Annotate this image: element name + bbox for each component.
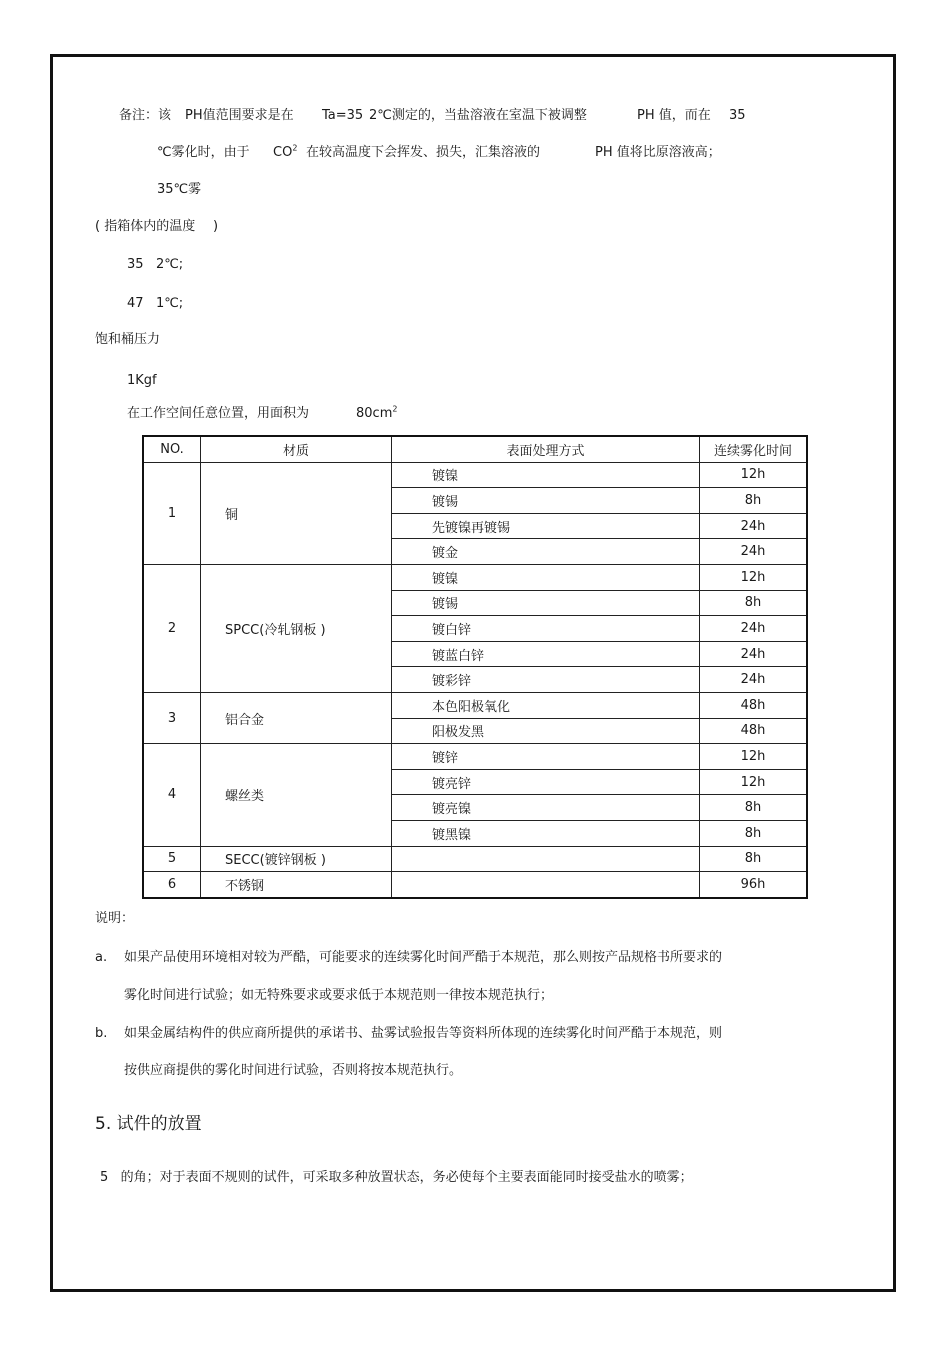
cell-time: 8h: [700, 846, 808, 872]
cell-treatment: 本色阳极氧化: [392, 692, 700, 718]
cell-material: SECC(镀锌钢板 ): [201, 846, 392, 872]
cell-time: 12h: [700, 564, 808, 590]
cell-no: 4: [143, 744, 201, 846]
cell-treatment: 镀亮镍: [392, 795, 700, 821]
table-row: [143, 744, 807, 770]
cell-no: 6: [143, 872, 201, 898]
cell-treatment: 镀黑镍: [392, 820, 700, 846]
header-time: 连续雾化时间: [700, 436, 808, 462]
table-row: [143, 564, 807, 590]
area-value: $80cm^2$: [356, 404, 398, 421]
cell-material: 不锈钢: [201, 872, 392, 898]
cell-time: 48h: [700, 692, 808, 718]
cell-no: 3: [143, 692, 201, 743]
cell-material: 螺丝类: [201, 744, 392, 846]
cell-treatment: 镀亮锌: [392, 769, 700, 795]
table-row: [143, 846, 807, 872]
cell-material: 铝合金: [201, 692, 392, 743]
bucket-pressure-label: 饱和桶压力: [95, 332, 161, 347]
list-marker: b.: [95, 1026, 108, 1041]
cell-material: 铜: [201, 462, 392, 564]
cell-time: 96h: [700, 872, 808, 898]
cell-treatment: 先镀镍再镀锡: [392, 513, 700, 539]
pressure-value: 1Kgf: [127, 373, 157, 388]
note-text: 在较高温度下会挥发、损失，汇集溶液的: [306, 145, 541, 160]
cell-time: 24h: [700, 539, 808, 565]
cell-time: 12h: [700, 744, 808, 770]
note-text: 2℃测定的，当盐溶液在室温下被调整: [369, 108, 587, 123]
box-temp-label: ( 指箱体内的温度: [95, 219, 196, 234]
note-text: 35: [729, 108, 746, 123]
cell-time: 8h: [700, 820, 808, 846]
area-text: 在工作空间任意位置，用面积为: [127, 406, 310, 421]
cell-treatment: 镀白锌: [392, 616, 700, 642]
explanation-item-a: 雾化时间进行试验；如无特殊要求或要求低于本规范则一律按本规范执行；: [124, 988, 554, 1003]
cell-treatment: 镀蓝白锌: [392, 641, 700, 667]
cell-time: 8h: [700, 795, 808, 821]
cell-treatment: 镀锌: [392, 744, 700, 770]
explanation-item-b: 按供应商提供的雾化时间进行试验，否则将按本规范执行。: [124, 1063, 463, 1078]
cell-time: 24h: [700, 667, 808, 693]
section-text: 5 的角；对于表面不规则的试件，可采取多种放置状态，务必使每个主要表面能同时接受盐水的喷雾；: [100, 1170, 693, 1185]
explanation-label: 说明：: [95, 911, 135, 926]
cell-treatment: [392, 846, 700, 872]
note-text: PH 值，而在: [637, 108, 711, 123]
cell-no: 2: [143, 564, 201, 692]
note-text: PH 值将比原溶液高；: [595, 145, 721, 160]
explanation-item-a: 如果产品使用环境相对较为严酷，可能要求的连续雾化时间严酷于本规范，那么则按产品规格书所要求的: [124, 950, 723, 965]
cell-time: 8h: [700, 488, 808, 514]
list-marker: a.: [95, 950, 108, 965]
note-text: 35℃雾: [157, 182, 202, 197]
note-text: $CO^2$: [273, 143, 298, 160]
cell-treatment: 镀镍: [392, 462, 700, 488]
cell-treatment: 镀锡: [392, 590, 700, 616]
table-row: [143, 462, 807, 488]
header-no: NO.: [143, 436, 201, 462]
cell-treatment: 镀镍: [392, 564, 700, 590]
table-row: [143, 692, 807, 718]
cell-time: 48h: [700, 718, 808, 744]
cell-time: 12h: [700, 769, 808, 795]
note-text: PH值范围要求是在: [185, 108, 294, 123]
cell-treatment: 镀彩锌: [392, 667, 700, 693]
table-row: [143, 872, 807, 898]
cell-treatment: 阳极发黑: [392, 718, 700, 744]
temperature-value: 35 2℃;: [127, 257, 184, 272]
explanation-item-b: 如果金属结构件的供应商所提供的承诺书、盐雾试验报告等资料所体现的连续雾化时间严酷于本规范，则: [124, 1026, 723, 1041]
temperature-value: 47 1℃;: [127, 296, 184, 311]
header-material: 材质: [201, 436, 392, 462]
cell-time: 12h: [700, 462, 808, 488]
note-text: 备注：该: [119, 108, 172, 123]
table-header-row: [143, 436, 807, 462]
spray-time-table: [142, 435, 808, 899]
cell-treatment: 镀金: [392, 539, 700, 565]
note-text: ℃雾化时，由于: [157, 145, 250, 160]
cell-time: 24h: [700, 641, 808, 667]
cell-time: 8h: [700, 590, 808, 616]
cell-treatment: [392, 872, 700, 898]
note-text: Ta=35: [322, 108, 364, 123]
box-temp-label: ): [213, 219, 219, 234]
cell-no: 1: [143, 462, 201, 564]
section-heading: 5. 试件的放置: [95, 1114, 202, 1134]
cell-time: 24h: [700, 616, 808, 642]
header-treatment: 表面处理方式: [392, 436, 700, 462]
cell-no: 5: [143, 846, 201, 872]
cell-material: SPCC(冷轧钢板 ): [201, 564, 392, 692]
cell-time: 24h: [700, 513, 808, 539]
cell-treatment: 镀锡: [392, 488, 700, 514]
